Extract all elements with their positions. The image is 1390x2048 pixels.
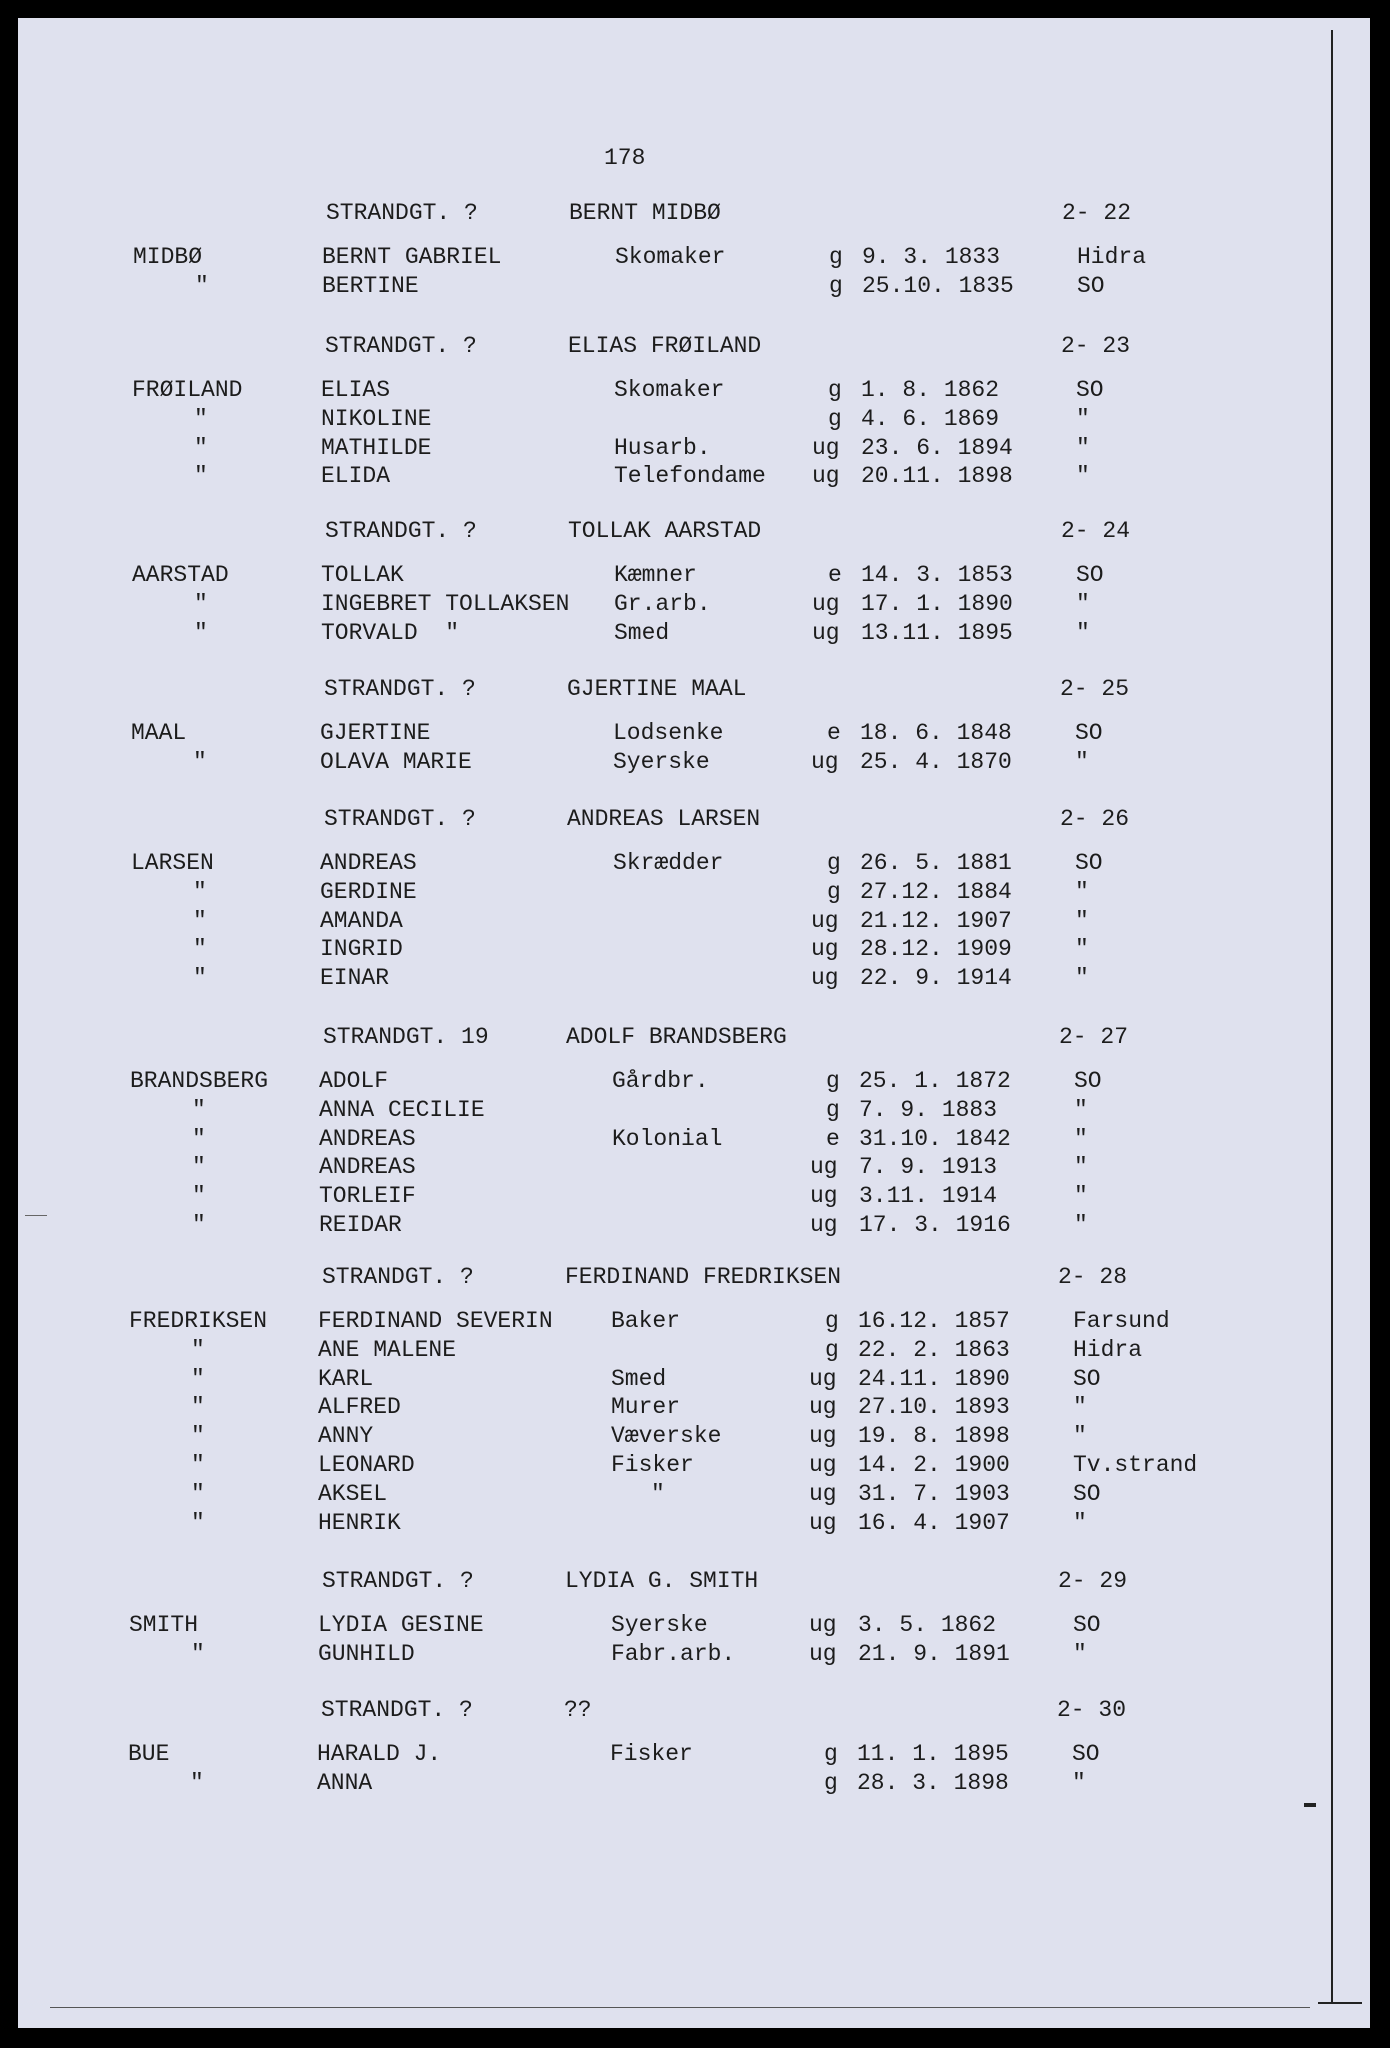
row-occupation: Skomaker [614,377,725,403]
row-birth-place: Farsund [1073,1308,1170,1334]
row-surname: FRØILAND [132,377,243,403]
section-header-street: STRANDGT. ? [322,1568,474,1594]
row-surname: " [195,272,209,299]
row-surname: " [191,1509,205,1536]
row-occupation: Kæmner [614,562,697,588]
row-marital-status: g [828,405,842,432]
section-header-code: 2- 30 [1057,1697,1127,1723]
row-birth-place: " [1075,748,1089,775]
row-surname: " [193,965,207,992]
row-birth-date: 19. 8. 1898 [858,1423,1010,1450]
row-surname: " [191,1394,205,1421]
section-header-code: 2- 28 [1058,1264,1128,1290]
row-given-name: ANNA [317,1769,373,1796]
row-given-name: ELIDA [321,463,391,490]
row-marital-status: ug [812,434,840,461]
section-header-code: 2- 29 [1058,1568,1128,1594]
row-birth-place: " [1075,965,1089,992]
row-birth-date: 25. 4. 1870 [860,748,1012,775]
row-given-name: AKSEL [318,1480,388,1507]
row-marital-status: g [828,377,842,403]
row-given-name: GJERTINE [320,720,431,746]
page-border-bottom-line [50,2007,1310,2008]
row-birth-date: 28. 3. 1898 [857,1769,1009,1796]
row-surname: " [192,1125,206,1152]
row-surname: " [194,619,208,646]
row-birth-place: SO [1075,850,1103,876]
row-given-name: KARL [318,1365,374,1392]
row-given-name: GUNHILD [318,1640,415,1667]
row-given-name: ANNA CECILIE [319,1096,485,1123]
row-birth-date: 27.10. 1893 [858,1394,1010,1421]
row-birth-date: 9. 3. 1833 [862,244,1001,270]
section-header-owner: ELIAS FRØILAND [568,333,762,359]
row-birth-date: 17. 1. 1890 [861,590,1013,617]
page-border-right [1331,30,1333,2003]
section-header-code: 2- 25 [1060,676,1130,702]
row-given-name: MATHILDE [321,434,432,461]
row-birth-place: " [1075,907,1089,934]
row-given-name: ANE MALENE [318,1336,457,1363]
section-header-street: STRANDGT. ? [321,1697,473,1723]
row-marital-status: ug [809,1612,837,1638]
row-occupation: Husarb. [614,434,711,461]
row-birth-date: 22. 9. 1914 [860,965,1012,992]
row-occupation: Skrædder [613,850,724,876]
row-birth-date: 31.10. 1842 [859,1125,1011,1152]
row-marital-status: g [826,1096,840,1123]
row-birth-date: 3. 5. 1862 [858,1612,997,1638]
row-birth-place: " [1073,1394,1087,1421]
page-number: 178 [604,145,646,171]
row-birth-place: SO [1076,562,1104,588]
row-marital-status: ug [809,1394,837,1421]
section-header-street: STRANDGT. ? [324,806,476,832]
row-surname: BRANDSBERG [130,1068,269,1094]
row-birth-date: 26. 5. 1881 [860,850,1012,876]
margin-mark [1304,1803,1316,1807]
row-given-name: INGRID [320,936,403,963]
row-occupation: Telefondame [614,463,766,490]
section-header-code: 2- 26 [1060,806,1130,832]
row-occupation: Gårdbr. [612,1068,709,1094]
row-given-name: NIKOLINE [321,405,432,432]
row-given-name: BERNT GABRIEL [322,244,502,270]
row-marital-status: ug [812,463,840,490]
row-birth-place: SO [1072,1741,1100,1767]
section-header-street: STRANDGT. 19 [323,1024,489,1050]
row-birth-place: SO [1077,272,1105,299]
row-birth-date: 20.11. 1898 [861,463,1013,490]
row-surname: " [194,463,208,490]
row-marital-status: g [825,1336,839,1363]
row-marital-status: g [824,1769,838,1796]
row-marital-status: g [827,850,841,876]
row-given-name: ANDREAS [320,850,417,876]
row-given-name: TORLEIF [319,1183,416,1210]
row-birth-place: SO [1073,1480,1101,1507]
row-marital-status: ug [812,590,840,617]
row-given-name: TORVALD " [321,619,460,646]
row-marital-status: g [825,1308,839,1334]
row-birth-date: 28.12. 1909 [860,936,1012,963]
row-surname: " [194,590,208,617]
row-marital-status: ug [811,748,839,775]
section-header-owner: BERNT MIDBØ [569,200,721,226]
row-marital-status: ug [812,619,840,646]
row-given-name: AMANDA [320,907,403,934]
row-occupation: Baker [611,1308,681,1334]
row-given-name: ANDREAS [319,1125,416,1152]
row-birth-place: " [1074,1125,1088,1152]
row-birth-date: 25. 1. 1872 [859,1068,1011,1094]
row-birth-date: 21. 9. 1891 [858,1640,1010,1667]
row-occupation: Fabr.arb. [611,1640,736,1667]
row-birth-place: Tv.strand [1073,1452,1198,1478]
row-birth-place: SO [1075,720,1103,746]
row-surname: " [191,1640,205,1667]
document-page [18,18,1370,2028]
row-given-name: INGEBRET TOLLAKSEN [321,590,570,617]
stray-mark [25,1215,47,1216]
row-given-name: LEONARD [318,1452,415,1478]
row-marital-status: e [828,562,842,588]
row-birth-date: 14. 2. 1900 [858,1452,1010,1478]
row-given-name: HARALD J. [317,1741,442,1767]
row-birth-place: SO [1074,1068,1102,1094]
row-given-name: LYDIA GESINE [318,1612,484,1638]
row-birth-date: 7. 9. 1913 [859,1154,998,1181]
row-marital-status: ug [811,907,839,934]
row-surname: " [191,1480,205,1507]
row-birth-date: 22. 2. 1863 [858,1336,1010,1363]
row-surname: " [193,748,207,775]
row-birth-date: 18. 6. 1848 [860,720,1012,746]
row-marital-status: g [827,878,841,905]
row-marital-status: ug [810,1154,838,1181]
row-birth-date: 31. 7. 1903 [858,1480,1010,1507]
section-header-code: 2- 27 [1059,1024,1129,1050]
row-marital-status: g [824,1741,838,1767]
row-marital-status: ug [809,1423,837,1450]
row-birth-date: 3.11. 1914 [859,1183,998,1210]
row-surname: " [193,936,207,963]
row-occupation: Fisker [611,1452,694,1478]
section-header-street: STRANDGT. ? [324,676,476,702]
row-given-name: ALFRED [318,1394,401,1421]
row-surname: LARSEN [131,850,214,876]
row-birth-date: 23. 6. 1894 [861,434,1013,461]
row-birth-place: " [1074,1212,1088,1238]
row-surname: " [190,1769,204,1796]
row-given-name: TOLLAK [321,562,404,588]
row-given-name: BERTINE [322,272,419,299]
row-birth-place: " [1076,434,1090,461]
row-birth-place: SO [1073,1365,1101,1392]
row-given-name: OLAVA MARIE [320,748,472,775]
section-header-street: STRANDGT. ? [325,333,477,359]
row-marital-status: e [827,720,841,746]
row-birth-place: " [1074,1096,1088,1123]
row-surname: " [191,1452,205,1478]
section-header-code: 2- 24 [1061,518,1131,544]
row-marital-status: g [829,272,843,299]
row-given-name: GERDINE [320,878,417,905]
row-marital-status: ug [809,1452,837,1478]
row-surname: " [191,1365,205,1392]
row-birth-place: " [1073,1423,1087,1450]
row-birth-place: " [1073,1509,1087,1536]
row-birth-date: 27.12. 1884 [860,878,1012,905]
section-header-street: STRANDGT. ? [322,1264,474,1290]
row-birth-date: 24.11. 1890 [858,1365,1010,1392]
row-given-name: ANDREAS [319,1154,416,1181]
row-birth-date: 7. 9. 1883 [859,1096,998,1123]
row-occupation: Smed [614,619,670,646]
row-given-name: REIDAR [319,1212,402,1238]
row-surname: " [191,1423,205,1450]
row-occupation: Væverske [611,1423,722,1450]
row-occupation: " [651,1480,665,1507]
row-occupation: Skomaker [615,244,726,270]
row-occupation: Gr.arb. [614,590,711,617]
row-birth-place: " [1076,590,1090,617]
row-birth-place: SO [1076,377,1104,403]
row-birth-place: " [1075,878,1089,905]
section-header-owner: FERDINAND FREDRIKSEN [565,1264,842,1290]
row-marital-status: ug [810,1183,838,1210]
row-birth-place: " [1075,936,1089,963]
row-given-name: HENRIK [318,1509,401,1536]
section-header-street: STRANDGT. ? [326,200,478,226]
row-birth-place: " [1076,405,1090,432]
row-surname: " [192,1183,206,1210]
row-given-name: FERDINAND SEVERIN [318,1308,553,1334]
row-birth-date: 11. 1. 1895 [857,1741,1009,1767]
section-header-code: 2- 23 [1061,333,1131,359]
row-marital-status: e [826,1125,840,1152]
row-surname: " [193,878,207,905]
row-given-name: EINAR [320,965,390,992]
row-birth-date: 25.10. 1835 [862,272,1014,299]
row-occupation: Smed [611,1365,667,1392]
row-surname: " [194,405,208,432]
row-marital-status: ug [809,1509,837,1536]
row-occupation: Syerske [613,748,710,775]
row-birth-place: " [1074,1183,1088,1210]
row-marital-status: ug [811,965,839,992]
row-surname: " [194,434,208,461]
row-birth-date: 14. 3. 1853 [861,562,1013,588]
row-surname: " [191,1336,205,1363]
row-birth-place: SO [1073,1612,1101,1638]
row-birth-place: " [1076,619,1090,646]
row-occupation: Kolonial [612,1125,723,1152]
row-occupation: Syerske [611,1612,708,1638]
row-birth-date: 16.12. 1857 [858,1308,1010,1334]
row-occupation: Fisker [610,1741,693,1767]
row-surname: MIDBØ [133,244,203,270]
section-header-owner: ADOLF BRANDSBERG [566,1024,787,1050]
row-birth-date: 17. 3. 1916 [859,1212,1011,1238]
row-given-name: ELIAS [321,377,391,403]
section-header-owner: ?? [564,1697,592,1723]
row-occupation: Lodsenke [613,720,724,746]
row-birth-date: 4. 6. 1869 [861,405,1000,432]
row-surname: " [192,1096,206,1123]
section-header-owner: LYDIA G. SMITH [565,1568,759,1594]
row-surname: " [192,1212,206,1238]
row-birth-date: 16. 4. 1907 [858,1509,1010,1536]
row-surname: MAAL [131,720,187,746]
row-surname: AARSTAD [132,562,229,588]
row-birth-place: " [1074,1154,1088,1181]
row-surname: BUE [128,1741,170,1767]
section-header-owner: ANDREAS LARSEN [567,806,761,832]
row-occupation: Murer [611,1394,681,1421]
row-marital-status: g [826,1068,840,1094]
row-birth-place: Hidra [1077,244,1147,270]
row-surname: SMITH [129,1612,199,1638]
row-birth-place: " [1072,1769,1086,1796]
row-marital-status: ug [809,1365,837,1392]
row-marital-status: ug [809,1640,837,1667]
row-surname: FREDRIKSEN [129,1308,268,1334]
row-given-name: ADOLF [319,1068,389,1094]
row-birth-date: 21.12. 1907 [860,907,1012,934]
section-header-owner: GJERTINE MAAL [567,676,747,702]
row-birth-date: 1. 8. 1862 [861,377,1000,403]
row-birth-place: Hidra [1073,1336,1143,1363]
row-birth-place: " [1073,1640,1087,1667]
row-surname: " [192,1154,206,1181]
section-header-code: 2- 22 [1062,200,1132,226]
row-given-name: ANNY [318,1423,374,1450]
row-marital-status: ug [811,936,839,963]
row-birth-date: 13.11. 1895 [861,619,1013,646]
row-marital-status: ug [809,1480,837,1507]
section-header-owner: TOLLAK AARSTAD [568,518,762,544]
page-border-bottom [1318,2002,1362,2004]
row-marital-status: ug [810,1212,838,1238]
row-birth-place: " [1076,463,1090,490]
section-header-street: STRANDGT. ? [325,518,477,544]
row-marital-status: g [829,244,843,270]
row-surname: " [193,907,207,934]
